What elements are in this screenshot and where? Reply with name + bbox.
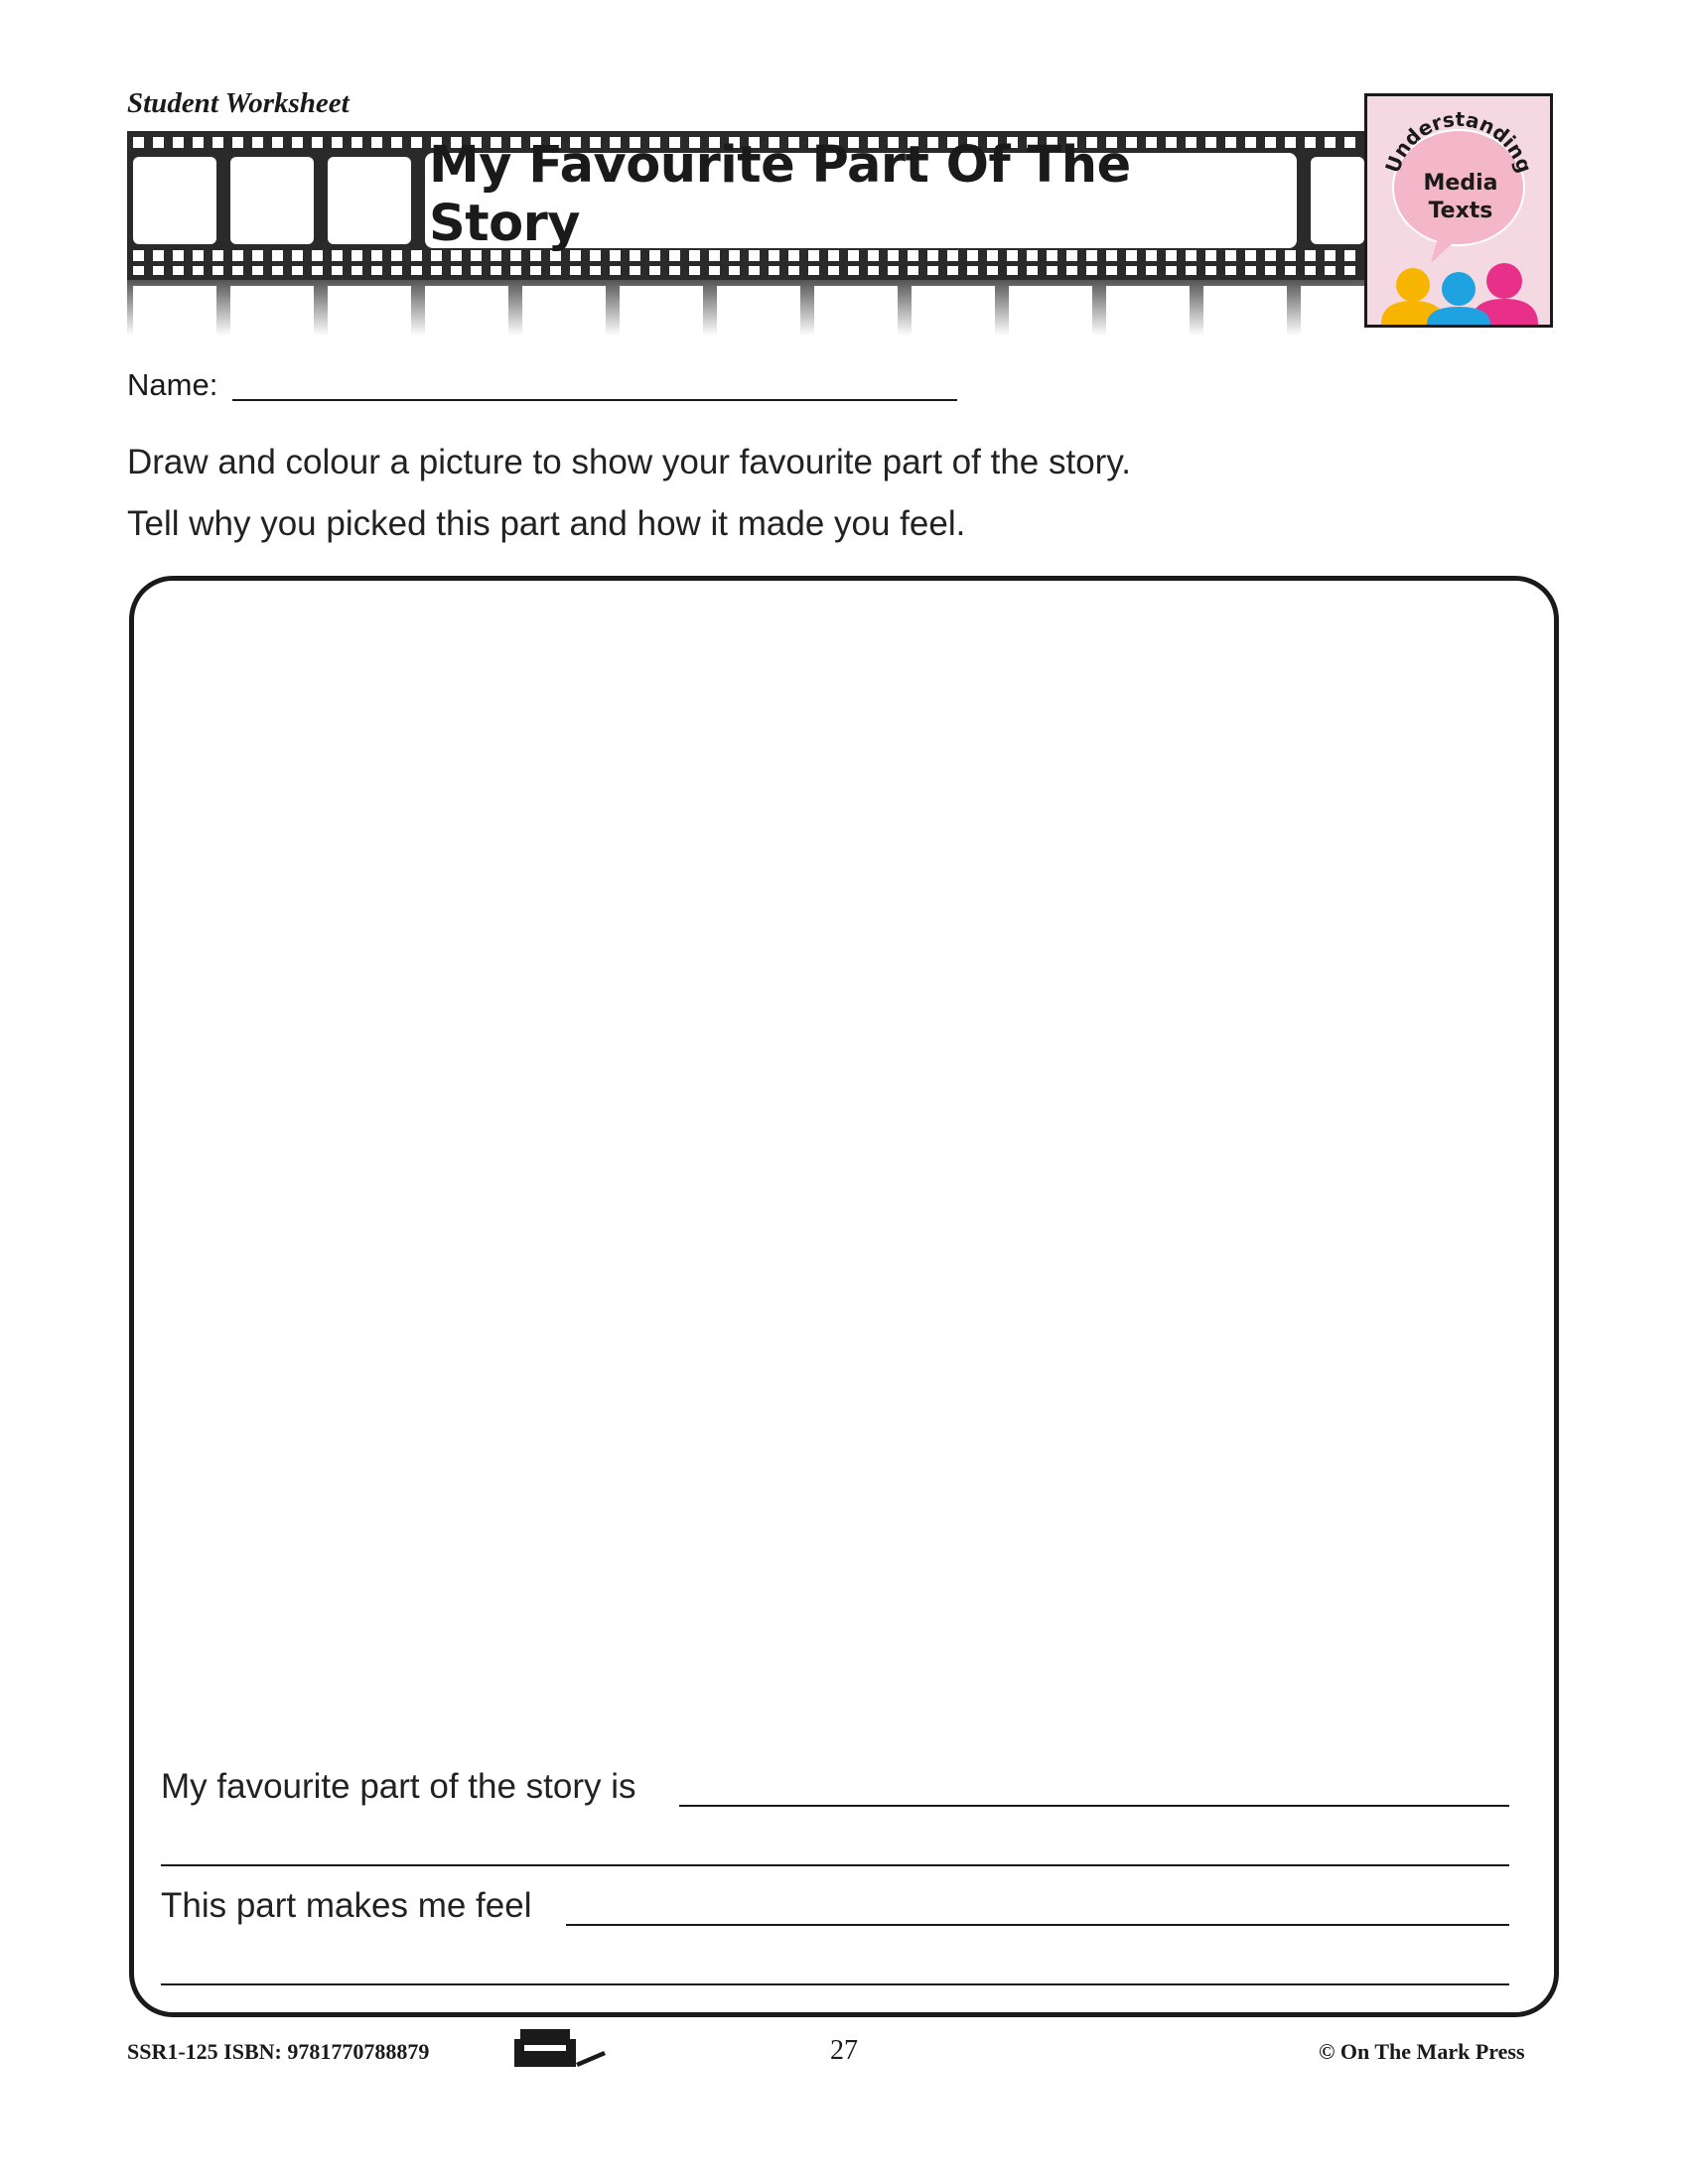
instruction-draw: Draw and colour a picture to show your favourite part of the story.	[127, 443, 1131, 481]
logo-line-texts: Texts	[1428, 199, 1493, 223]
footer-isbn: SSR1-125 ISBN: 9781770788879	[127, 2039, 430, 2064]
logo-line-media: Media	[1423, 171, 1498, 196]
feeling-prompt: This part makes me feel	[161, 1886, 532, 1925]
favourite-part-answer-line[interactable]	[679, 1805, 1509, 1807]
instruction-tell: Tell why you picked this part and how it made you feel.	[127, 504, 966, 543]
name-input-line[interactable]	[232, 399, 957, 401]
photocopier-icon	[512, 2025, 608, 2069]
title-frame	[429, 136, 1295, 253]
name-label: Name:	[127, 367, 218, 402]
page-number: 27	[830, 2035, 858, 2066]
feeling-answer-line[interactable]	[566, 1924, 1509, 1926]
favourite-part-prompt: My favourite part of the story is	[161, 1767, 636, 1806]
worksheet-label: Student Worksheet	[127, 87, 350, 119]
understanding-media-texts-logo	[1364, 93, 1553, 328]
logo-arc-text: Understanding	[1380, 106, 1537, 177]
people-group-icon	[1381, 263, 1538, 325]
favourite-part-answer-line-2[interactable]	[161, 1864, 1509, 1866]
copyright: © On The Mark Press	[1319, 2039, 1525, 2064]
feeling-answer-line-2[interactable]	[161, 1983, 1509, 1985]
page-title: My Favourite Part Of The Story	[429, 136, 1131, 253]
